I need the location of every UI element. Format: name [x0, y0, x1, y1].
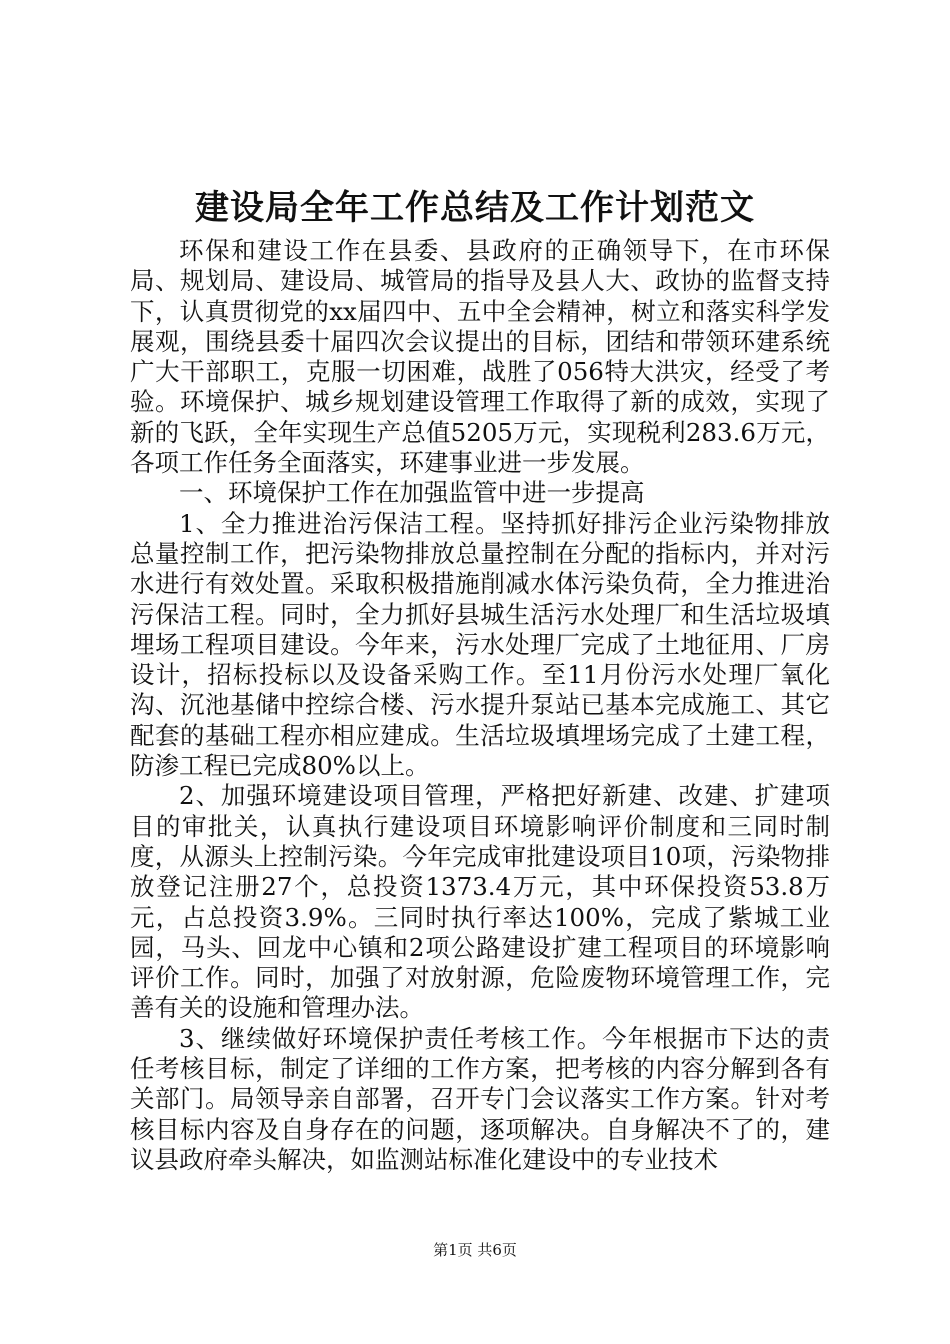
page-footer: 第1页 共6页 [433, 1241, 517, 1259]
paragraph-item-2: 2、加强环境建设项目管理，严格把好新建、改建、扩建项目的审批关，认真执行建设项目环境影响评价制度和三同时制度，从源头上控制污染。今年完成审批建设项目10项，污染物排放登记注册27个，总投资1373.4万元，其中环保投资53.8万元，占总投资3.9%。三同时执行率达100%，完成了紫城工业园，马头、回龙中心镇和2项公路建设扩建工程项目的环境影响评价工作。同时，加强了对放射源，危险废物环境管理工作，完善有关的设施和管理办法。 [130, 781, 830, 1023]
document-body [130, 236, 830, 1175]
paragraph-item-3: 3、继续做好环境保护责任考核工作。今年根据市下达的责任考核目标，制定了详细的工作方案，把考核的内容分解到各有关部门。局领导亲自部署，召开专门会议落实工作方案。针对考核目标内容及自身存在的问题，逐项解决。自身解决不了的，建议县政府牵头解决，如监测站标准化建设中的专业技术 [130, 1023, 830, 1174]
document-title: 建设局全年工作总结及工作计划范文 [195, 188, 755, 228]
section-heading-1: 一、环境保护工作在加强监管中进一步提高 [179, 478, 645, 508]
paragraph-item-1: 1、全力推进治污保洁工程。坚持抓好排污企业污染物排放总量控制工作，把污染物排放总量控制在分配的指标内，并对污水进行有效处置。采取积极措施削减水体污染负荷，全力推进治污保洁工程。同时，全力抓好县城生活污水处理厂和生活垃圾填埋场工程项目建设。今年来，污水处理厂完成了土地征用、厂房设计，招标投标以及设备采购工作。至11月份污水处理厂氧化沟、沉池基储中控综合楼、污水提升泵站已基本完成施工、其它配套的基础工程亦相应建成。生活垃圾填埋场完成了土建工程，防渗工程已完成80%以上。 [130, 508, 830, 781]
paragraph-intro: 环保和建设工作在县委、县政府的正确领导下，在市环保局、规划局、建设局、城管局的指导及县人大、政协的监督支持下，认真贯彻党的xx届四中、五中全会精神，树立和落实科学发展观，围绕县委十届四次会议提出的目标，团结和带领环建系统广大干部职工，克服一切困难，战胜了056特大洪灾，经受了考验。环境保护、城乡规划建设管理工作取得了新的成效，实现了新的飞跃，全年实现生产总值5205万元，实现税利283.6万元，各项工作任务全面落实，环建事业进一步发展。 [130, 236, 830, 478]
